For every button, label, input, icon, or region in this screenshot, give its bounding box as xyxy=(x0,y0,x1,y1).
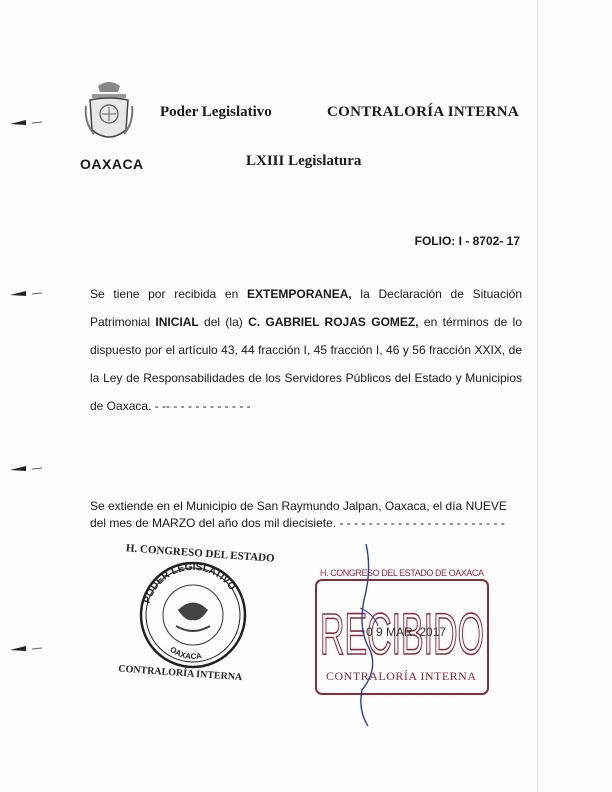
received-date-stamp xyxy=(312,560,492,700)
scan-hole-mark xyxy=(8,642,48,654)
declaration-paragraph: Se tiene por recibida en EXTEMPORANEA, la Declaración de Situación Patrimonial INICIAL del (la) C. GABRIEL ROJAS GOMEZ, en términos de lo dispuesto por el artículo 43, 44 fracción I, 45 fracción I, 46 y 56 fracción XXIX, de la Ley de Responsabilidades de los Servidores Públicos del Estado y Municipios de Oaxaca. - -- - - - - - - - - - - - xyxy=(90,287,522,413)
scan-binder-line xyxy=(537,0,538,792)
folio-number: FOLIO: I - 8702- 17 xyxy=(414,234,520,248)
svg-text:H. CONGRESO DEL ESTADO DE OAXA: H. CONGRESO DEL ESTADO DE OAXACA xyxy=(320,568,484,578)
closing-paragraph: Se extiende en el Municipio de San Raymundo Jalpan, Oaxaca, el día NUEVE del mes de MARZO del año dos mil diecisiete. - - - - - - - - - - - - - - - - - - - - - - - xyxy=(90,499,507,530)
scan-hole-mark xyxy=(8,287,48,299)
institution-title: Poder Legislativo xyxy=(160,104,272,120)
svg-text:PODER LEGISLATIVO: PODER LEGISLATIVO xyxy=(141,561,238,605)
logo-text: OAXACA xyxy=(80,156,144,172)
oaxaca-crest-logo xyxy=(84,78,134,150)
svg-text:CONTRALORÍA INTERNA: CONTRALORÍA INTERNA xyxy=(117,663,243,684)
department-title: CONTRALORÍA INTERNA xyxy=(327,104,519,120)
svg-text:H. CONGRESO DEL ESTADO: H. CONGRESO DEL ESTADO xyxy=(125,542,275,565)
svg-text:0 9 MAR. 2017: 0 9 MAR. 2017 xyxy=(366,625,447,639)
scan-hole-mark xyxy=(8,116,48,128)
svg-text:OAXACA: OAXACA xyxy=(168,644,203,662)
svg-text:CONTRALORÍA INTERNA: CONTRALORÍA INTERNA xyxy=(326,669,476,683)
scan-hole-mark xyxy=(8,462,48,474)
congress-seal-stamp xyxy=(108,540,278,690)
handwritten-signature xyxy=(348,540,388,730)
svg-text:RECIBIDO: RECIBIDO xyxy=(320,602,484,667)
legislature-title: LXIII Legislatura xyxy=(246,153,362,169)
